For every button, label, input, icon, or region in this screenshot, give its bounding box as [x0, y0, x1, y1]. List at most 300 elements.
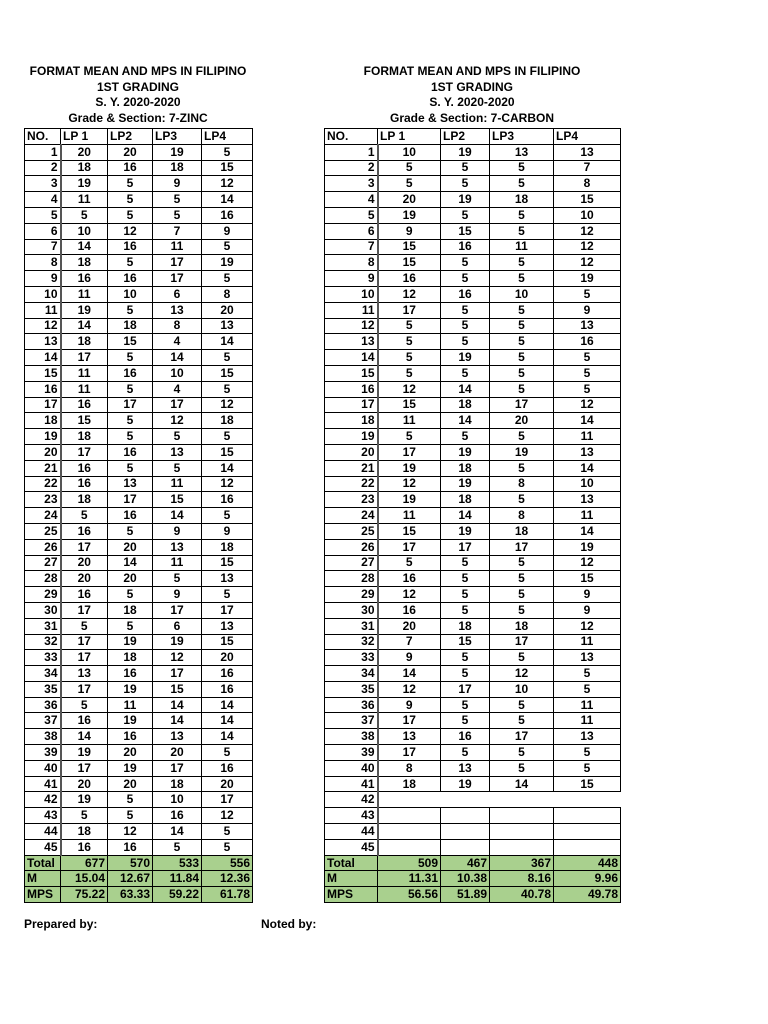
lp3-score: 18	[490, 192, 554, 208]
lp1-score: 17	[378, 539, 441, 555]
lp1-score: 11	[61, 192, 108, 208]
lp4-score: 13	[202, 318, 253, 334]
lp4-score: 13	[554, 444, 621, 460]
lp1-score: 14	[61, 318, 108, 334]
lp2-score: 18	[441, 492, 490, 508]
lp2-score: 5	[441, 176, 490, 192]
lp4-score: 14	[202, 697, 253, 713]
table-row	[25, 365, 253, 381]
lp1-score: 5	[378, 160, 441, 176]
lp2-score: 5	[441, 318, 490, 334]
student-number: 38	[325, 729, 378, 745]
lp4-score: 5	[554, 286, 621, 302]
student-number: 14	[325, 350, 378, 366]
lp4-summary: 49.78	[554, 887, 621, 903]
summary-label: M	[325, 871, 378, 887]
student-number: 33	[325, 650, 378, 666]
lp3-score	[490, 824, 554, 840]
lp2-score: 5	[441, 571, 490, 587]
table-row	[325, 555, 621, 571]
lp2-score: 16	[108, 271, 153, 287]
lp2-summary: 63.33	[108, 887, 153, 903]
lp4-score: 11	[554, 429, 621, 445]
lp1-score: 5	[378, 429, 441, 445]
lp2-score: 5	[441, 587, 490, 603]
student-number: 28	[325, 571, 378, 587]
grading-period: 1ST GRADING	[96, 79, 179, 94]
lp2-score: 5	[108, 381, 153, 397]
column-header-lp2-score: LP2	[108, 129, 153, 145]
lp2-score: 5	[108, 207, 153, 223]
table-row	[25, 413, 253, 429]
table-row	[325, 334, 621, 350]
prepared-by-label: Prepared by:	[24, 917, 98, 931]
lp2-score: 5	[108, 523, 153, 539]
lp1-score	[378, 808, 441, 824]
lp3-score: 17	[153, 271, 202, 287]
lp2-score: 14	[441, 381, 490, 397]
lp1-score: 17	[61, 444, 108, 460]
lp1-score: 17	[61, 634, 108, 650]
lp4-score: 5	[202, 839, 253, 855]
lp3-score: 14	[153, 508, 202, 524]
lp4-score: 5	[554, 745, 621, 761]
student-number: 2	[325, 160, 378, 176]
student-number: 24	[25, 508, 61, 524]
student-number: 39	[25, 745, 61, 761]
summary-row-m	[25, 871, 253, 887]
table-row	[25, 729, 253, 745]
lp1-score: 5	[378, 365, 441, 381]
lp2-score: 5	[108, 192, 153, 208]
lp4-score: 12	[554, 239, 621, 255]
lp4-score: 8	[202, 286, 253, 302]
lp3-score: 10	[490, 286, 554, 302]
table-row	[25, 397, 253, 413]
lp2-score: 17	[108, 397, 153, 413]
lp4-score: 14	[202, 460, 253, 476]
table-row	[325, 839, 621, 855]
lp4-score	[554, 824, 621, 840]
lp3-score: 10	[153, 365, 202, 381]
grade-section: Grade & Section: 7-CARBON	[389, 110, 555, 125]
table-row	[25, 334, 253, 350]
lp3-score: 9	[153, 587, 202, 603]
student-number: 17	[325, 397, 378, 413]
student-number: 41	[325, 776, 378, 792]
lp3-score: 12	[153, 413, 202, 429]
column-header-lp3-score: LP3	[490, 129, 554, 145]
lp4-score	[554, 808, 621, 824]
lp2-score: 19	[108, 681, 153, 697]
lp4-score: 5	[202, 824, 253, 840]
lp3-score: 17	[153, 666, 202, 682]
lp2-score: 5	[441, 271, 490, 287]
table-row	[325, 650, 621, 666]
lp3-score: 8	[153, 318, 202, 334]
lp3-score: 5	[490, 713, 554, 729]
lp3-score: 6	[153, 286, 202, 302]
lp4-score: 15	[202, 365, 253, 381]
lp1-score: 17	[378, 444, 441, 460]
lp2-score: 5	[441, 745, 490, 761]
student-number: 40	[25, 760, 61, 776]
student-number: 35	[25, 681, 61, 697]
lp2-score: 18	[441, 397, 490, 413]
lp2-score: 16	[441, 729, 490, 745]
table-row	[325, 681, 621, 697]
lp3-score: 5	[490, 176, 554, 192]
table-row	[25, 839, 253, 855]
lp1-score: 11	[61, 381, 108, 397]
lp3-summary: 59.22	[153, 887, 202, 903]
lp3-score: 6	[153, 618, 202, 634]
student-number: 39	[325, 745, 378, 761]
lp4-score: 16	[202, 666, 253, 682]
table-row	[25, 745, 253, 761]
table-row	[25, 681, 253, 697]
lp3-score: 12	[490, 666, 554, 682]
lp3-score: 14	[490, 776, 554, 792]
table-row	[25, 666, 253, 682]
lp3-score: 5	[490, 302, 554, 318]
lp2-score: 15	[441, 634, 490, 650]
student-number: 7	[25, 239, 61, 255]
lp4-score: 18	[202, 539, 253, 555]
student-number: 15	[325, 365, 378, 381]
lp4-score: 11	[554, 634, 621, 650]
table-row	[25, 587, 253, 603]
lp3-score: 19	[153, 144, 202, 160]
table-row	[25, 476, 253, 492]
table-row	[325, 460, 621, 476]
lp2-score: 16	[108, 160, 153, 176]
student-number: 1	[25, 144, 61, 160]
student-number: 42	[325, 792, 378, 808]
column-header-lp1-score: LP 1	[61, 129, 108, 145]
student-number: 4	[325, 192, 378, 208]
student-number: 3	[25, 176, 61, 192]
lp4-score: 13	[202, 618, 253, 634]
lp4-score: 16	[202, 207, 253, 223]
lp4-score: 11	[554, 713, 621, 729]
student-number: 11	[325, 302, 378, 318]
lp3-score: 20	[153, 745, 202, 761]
lp4-score: 14	[202, 713, 253, 729]
student-number: 43	[325, 808, 378, 824]
lp2-score	[441, 808, 490, 824]
lp2-score: 16	[441, 286, 490, 302]
lp3-score: 5	[490, 587, 554, 603]
lp2-score: 13	[108, 476, 153, 492]
lp4-score: 5	[554, 365, 621, 381]
lp1-score: 16	[61, 271, 108, 287]
lp4-score: 17	[202, 602, 253, 618]
table-row	[325, 666, 621, 682]
lp4-score: 12	[554, 397, 621, 413]
lp4-score: 5	[202, 587, 253, 603]
table-row	[325, 760, 621, 776]
table-row	[325, 824, 621, 840]
lp2-score: 20	[108, 745, 153, 761]
table-row	[325, 192, 621, 208]
table-row	[25, 144, 253, 160]
lp3-score: 16	[153, 808, 202, 824]
lp4-score: 20	[202, 650, 253, 666]
lp3-score: 18	[153, 160, 202, 176]
lp1-score: 12	[378, 587, 441, 603]
table-row	[25, 808, 253, 824]
student-number: 32	[25, 634, 61, 650]
column-header-lp4-score: LP4	[202, 129, 253, 145]
lp1-score: 20	[378, 618, 441, 634]
lp3-score: 10	[490, 681, 554, 697]
summary-row-total	[25, 855, 253, 871]
lp2-score: 5	[108, 587, 153, 603]
lp4-score: 5	[202, 429, 253, 445]
lp1-score: 18	[61, 824, 108, 840]
lp1-score: 14	[61, 729, 108, 745]
student-number: 35	[325, 681, 378, 697]
lp3-score: 5	[490, 271, 554, 287]
lp3-summary: 11.84	[153, 871, 202, 887]
lp1-score: 16	[61, 839, 108, 855]
lp1-summary: 509	[378, 855, 441, 871]
student-number: 19	[25, 429, 61, 445]
table-row	[325, 697, 621, 713]
lp1-score: 20	[61, 144, 108, 160]
table-row	[325, 413, 621, 429]
lp2-score: 20	[108, 776, 153, 792]
lp1-score: 15	[378, 239, 441, 255]
lp4-score: 5	[554, 760, 621, 776]
lp2-score: 19	[108, 634, 153, 650]
lp3-score: 18	[490, 523, 554, 539]
student-number: 27	[25, 555, 61, 571]
student-number: 24	[325, 508, 378, 524]
student-number: 34	[325, 666, 378, 682]
student-number: 6	[25, 223, 61, 239]
lp1-score: 16	[61, 476, 108, 492]
lp1-score: 8	[378, 760, 441, 776]
student-number: 18	[25, 413, 61, 429]
table-row	[25, 286, 253, 302]
lp1-score: 13	[61, 666, 108, 682]
lp4-score: 16	[554, 334, 621, 350]
lp3-summary: 40.78	[490, 887, 554, 903]
lp2-score: 20	[108, 144, 153, 160]
column-header-lp4-score: LP4	[554, 129, 621, 145]
lp3-score: 13	[153, 302, 202, 318]
header-row	[25, 129, 253, 145]
lp1-score: 11	[378, 508, 441, 524]
lp3-score: 5	[490, 650, 554, 666]
lp4-score: 15	[202, 160, 253, 176]
lp4-score: 9	[554, 602, 621, 618]
lp2-score: 18	[441, 618, 490, 634]
table-row	[325, 508, 621, 524]
table-row	[25, 523, 253, 539]
lp4-score: 12	[202, 476, 253, 492]
lp4-score: 5	[202, 381, 253, 397]
lp1-score: 16	[378, 571, 441, 587]
lp3-score: 17	[490, 397, 554, 413]
table-row	[25, 255, 253, 271]
lp4-score: 12	[554, 618, 621, 634]
lp4-score: 5	[554, 350, 621, 366]
table-row	[325, 729, 621, 745]
table-row	[325, 571, 621, 587]
lp1-score: 12	[378, 476, 441, 492]
school-year: S. Y. 2020-2020	[429, 95, 515, 110]
table-row	[25, 650, 253, 666]
student-number: 7	[325, 239, 378, 255]
student-number: 21	[25, 460, 61, 476]
report-title: FORMAT MEAN AND MPS IN FILIPINO	[363, 64, 581, 78]
lp1-score: 17	[61, 539, 108, 555]
lp3-score: 14	[153, 697, 202, 713]
lp3-score: 5	[490, 381, 554, 397]
lp4-score: 17	[202, 792, 253, 808]
student-number: 31	[325, 618, 378, 634]
table-row	[325, 713, 621, 729]
lp3-score: 5	[490, 760, 554, 776]
lp3-score: 14	[153, 824, 202, 840]
lp1-score: 18	[61, 160, 108, 176]
lp1-score: 17	[61, 760, 108, 776]
lp2-score: 5	[441, 302, 490, 318]
lp2-score: 16	[108, 508, 153, 524]
lp2-score: 17	[441, 539, 490, 555]
lp2-score: 5	[441, 429, 490, 445]
grade-section: Grade & Section: 7-ZINC	[68, 110, 208, 125]
zinc-scores-table	[24, 128, 253, 903]
lp3-score: 5	[490, 318, 554, 334]
table-row	[25, 824, 253, 840]
lp1-score: 17	[61, 350, 108, 366]
student-number: 18	[325, 413, 378, 429]
lp1-score: 5	[378, 318, 441, 334]
table-row	[25, 444, 253, 460]
student-number: 13	[325, 334, 378, 350]
lp4-score: 11	[554, 508, 621, 524]
lp2-score: 19	[441, 776, 490, 792]
table-row	[25, 713, 253, 729]
lp4-summary: 556	[202, 855, 253, 871]
lp3-score: 8	[490, 476, 554, 492]
table-row	[325, 255, 621, 271]
lp1-score: 19	[61, 792, 108, 808]
lp1-summary: 677	[61, 855, 108, 871]
lp2-score: 19	[441, 523, 490, 539]
lp4-score: 16	[202, 681, 253, 697]
lp4-score: 15	[554, 571, 621, 587]
student-number: 37	[25, 713, 61, 729]
lp2-score: 5	[441, 334, 490, 350]
lp3-score: 14	[153, 713, 202, 729]
lp2-score: 5	[441, 207, 490, 223]
lp3-score: 5	[490, 429, 554, 445]
table-row	[325, 207, 621, 223]
lp2-score: 5	[441, 602, 490, 618]
table-row	[325, 618, 621, 634]
lp4-score: 13	[202, 571, 253, 587]
lp4-score: 13	[554, 650, 621, 666]
lp3-score: 5	[153, 429, 202, 445]
lp1-summary: 15.04	[61, 871, 108, 887]
lp2-score: 19	[108, 760, 153, 776]
lp1-score: 18	[378, 776, 441, 792]
lp1-score: 17	[378, 745, 441, 761]
table-row	[25, 539, 253, 555]
table-row	[25, 760, 253, 776]
lp2-score: 12	[108, 824, 153, 840]
student-number: 25	[25, 523, 61, 539]
lp1-score: 14	[61, 239, 108, 255]
lp1-score: 9	[378, 697, 441, 713]
summary-row-m	[325, 871, 621, 887]
summary-row-total	[325, 855, 621, 871]
lp3-score: 19	[153, 634, 202, 650]
lp2-score: 5	[441, 666, 490, 682]
lp1-score: 5	[61, 207, 108, 223]
lp1-score: 10	[61, 223, 108, 239]
lp4-score: 15	[554, 776, 621, 792]
lp2-score: 18	[441, 460, 490, 476]
lp4-score: 13	[554, 729, 621, 745]
lp2-score: 5	[441, 713, 490, 729]
lp4-score: 19	[202, 255, 253, 271]
lp4-score: 8	[554, 176, 621, 192]
lp1-score: 19	[61, 302, 108, 318]
student-number: 17	[25, 397, 61, 413]
lp2-score: 5	[108, 429, 153, 445]
lp4-score: 10	[554, 476, 621, 492]
table-row	[325, 539, 621, 555]
lp4-score: 13	[554, 318, 621, 334]
lp2-score: 10	[108, 286, 153, 302]
lp3-score: 18	[490, 618, 554, 634]
student-number: 23	[325, 492, 378, 508]
table-row	[325, 160, 621, 176]
lp2-score: 5	[441, 365, 490, 381]
lp2-score: 13	[441, 760, 490, 776]
student-number: 29	[325, 587, 378, 603]
lp1-score: 20	[61, 555, 108, 571]
student-number: 43	[25, 808, 61, 824]
student-number: 4	[25, 192, 61, 208]
lp2-score	[441, 839, 490, 855]
table-row	[25, 508, 253, 524]
lp1-score: 18	[61, 255, 108, 271]
lp3-score: 15	[153, 681, 202, 697]
table-row	[25, 207, 253, 223]
lp1-score: 17	[378, 713, 441, 729]
lp3-score: 8	[490, 508, 554, 524]
lp3-score: 5	[153, 207, 202, 223]
student-number: 10	[25, 286, 61, 302]
lp4-score: 12	[554, 223, 621, 239]
table-row	[325, 239, 621, 255]
lp4-summary: 9.96	[554, 871, 621, 887]
lp3-score: 5	[490, 460, 554, 476]
lp2-score: 15	[108, 334, 153, 350]
student-number: 45	[25, 839, 61, 855]
lp2-score: 5	[441, 555, 490, 571]
lp4-score: 14	[554, 413, 621, 429]
lp1-score: 14	[378, 666, 441, 682]
lp2-score: 16	[108, 839, 153, 855]
